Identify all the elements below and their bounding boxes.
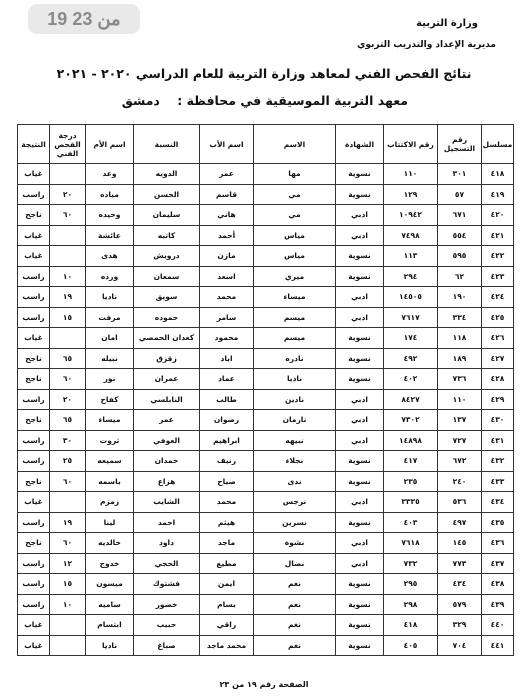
result-cell: راسب (18, 307, 50, 328)
mother-name-cell: نور (86, 369, 134, 390)
surname-cell: داود (134, 533, 200, 554)
column-header-technical-exam-grade: درجة الفحص الفني (50, 125, 86, 164)
registration-number-cell: ١٤٥ (438, 533, 482, 554)
serial-cell: ٤٣٧ (482, 553, 514, 574)
surname-cell: عمران (134, 369, 200, 390)
technical-exam-grade-cell: ١٠ (50, 266, 86, 287)
table-row (18, 451, 514, 472)
subscription-number-cell: ٧٣٢ (384, 553, 438, 574)
subscription-number-cell: ١٧٤ (384, 328, 438, 349)
registration-number-cell: ٥٧ (438, 184, 482, 205)
technical-exam-grade-cell (50, 246, 86, 267)
name-cell: نادره (254, 348, 336, 369)
result-cell: غياب (18, 328, 50, 349)
serial-cell: ٤٣٦ (482, 533, 514, 554)
name-cell: ندى (254, 471, 336, 492)
result-cell: غياب (18, 246, 50, 267)
result-cell: غياب (18, 164, 50, 185)
registration-number-cell: ٥٣٦ (438, 492, 482, 513)
table-row (18, 287, 514, 308)
certificate-cell: نسوية (336, 246, 384, 267)
father-name-cell: طالب (200, 389, 254, 410)
serial-cell: ٤٣٣ (482, 471, 514, 492)
name-cell: نبيهه (254, 430, 336, 451)
serial-cell: ٤٣١ (482, 430, 514, 451)
mother-name-cell: هدى (86, 246, 134, 267)
certificate-cell: نسوية (336, 594, 384, 615)
subscription-number-cell: ٤١٧ (384, 451, 438, 472)
mother-name-cell: باسمه (86, 471, 134, 492)
father-name-cell: محمد ماجد (200, 635, 254, 656)
table-row (18, 533, 514, 554)
name-cell: نجلاء (254, 451, 336, 472)
result-cell: ناجح (18, 369, 50, 390)
technical-exam-grade-cell: ١٢ (50, 553, 86, 574)
result-cell: راسب (18, 266, 50, 287)
father-name-cell: أحمد (200, 225, 254, 246)
result-cell: راسب (18, 574, 50, 595)
surname-cell: خضور (134, 594, 200, 615)
table-row (18, 492, 514, 513)
document-subtitle: معهد التربية الموسيقية في محافظة : دمشق (121, 93, 408, 108)
column-header-result: النتيجة (18, 125, 50, 164)
registration-number-cell: ٧٧٣ (438, 553, 482, 574)
serial-cell: ٤٢٧ (482, 348, 514, 369)
registration-number-cell: ١١٠ (438, 389, 482, 410)
subscription-number-cell: ٤١٨ (384, 615, 438, 636)
mother-name-cell: مياده (86, 184, 134, 205)
serial-cell: ٤٢٢ (482, 246, 514, 267)
result-cell: راسب (18, 184, 50, 205)
serial-cell: ٤٣٠ (482, 410, 514, 431)
father-name-cell: ايمن (200, 574, 254, 595)
registration-number-cell: ١٣٧ (438, 410, 482, 431)
father-name-cell: هاني (200, 205, 254, 226)
result-cell: غياب (18, 225, 50, 246)
name-cell: ميري (254, 266, 336, 287)
table-row (18, 553, 514, 574)
certificate-cell: نسوية (336, 369, 384, 390)
table-row (18, 512, 514, 533)
registration-number-cell: ٣٣٤ (438, 307, 482, 328)
serial-cell: ٤٤١ (482, 635, 514, 656)
name-cell: نغم (254, 615, 336, 636)
surname-cell: العوفي (134, 430, 200, 451)
table-row (18, 574, 514, 595)
father-name-cell: مطيع (200, 553, 254, 574)
mother-name-cell: مرفت (86, 307, 134, 328)
result-cell: راسب (18, 594, 50, 615)
certificate-cell: ادبي (336, 533, 384, 554)
father-name-cell: محمد (200, 492, 254, 513)
technical-exam-grade-cell: ٦٠ (50, 533, 86, 554)
technical-exam-grade-cell: ٦٠ (50, 369, 86, 390)
results-table (17, 124, 514, 656)
table-row (18, 635, 514, 656)
surname-cell: درويش (134, 246, 200, 267)
certificate-cell: ادبي (336, 410, 384, 431)
mother-name-cell: كفاح (86, 389, 134, 410)
father-name-cell: محمود (200, 328, 254, 349)
mother-name-cell: ابتسام (86, 615, 134, 636)
father-name-cell: سامر (200, 307, 254, 328)
surname-cell: حبيب (134, 615, 200, 636)
surname-cell: عمر (134, 410, 200, 431)
mother-name-cell: نبيله (86, 348, 134, 369)
father-name-cell: قاسم (200, 184, 254, 205)
certificate-cell: نسوية (336, 615, 384, 636)
serial-cell: ٤٣٩ (482, 594, 514, 615)
technical-exam-grade-cell: ١٩ (50, 512, 86, 533)
subscription-number-cell: ١٤٨٩٨ (384, 430, 438, 451)
name-cell: ناديا (254, 369, 336, 390)
result-cell: غياب (18, 615, 50, 636)
surname-cell: احمد (134, 512, 200, 533)
surname-cell: الحجي (134, 553, 200, 574)
subscription-number-cell: ٨٤٢٧ (384, 389, 438, 410)
result-cell: غياب (18, 492, 50, 513)
page-footer: الصفحة رقم ١٩ من ٢٣ (219, 680, 309, 689)
column-header-registration-number: رقم التسجيل (438, 125, 482, 164)
table-row (18, 164, 514, 185)
father-name-cell: اسعد (200, 266, 254, 287)
certificate-cell: نسوية (336, 184, 384, 205)
table-row (18, 205, 514, 226)
table-row (18, 266, 514, 287)
page-counter-badge: 19 من 23 (28, 4, 140, 34)
certificate-cell: ادبي (336, 205, 384, 226)
table-row (18, 471, 514, 492)
result-cell: راسب (18, 512, 50, 533)
father-name-cell: مازن (200, 246, 254, 267)
registration-number-cell: ١٩٠ (438, 287, 482, 308)
registration-number-cell: ٥٥٤ (438, 225, 482, 246)
serial-cell: ٤٢٤ (482, 287, 514, 308)
column-header-subscription-number: رقم الاكتتاب (384, 125, 438, 164)
subscription-number-cell: ٧٤٩٨ (384, 225, 438, 246)
column-header-serial: مسلسل (482, 125, 514, 164)
table-row (18, 225, 514, 246)
subscription-number-cell: ١٢٩ (384, 184, 438, 205)
technical-exam-grade-cell: ٦٥ (50, 410, 86, 431)
name-cell: نغم (254, 635, 336, 656)
ministry-name: وزارة التربية (416, 18, 478, 29)
table-row (18, 389, 514, 410)
surname-cell: زقزق (134, 348, 200, 369)
table-body (18, 164, 514, 656)
registration-number-cell: ٣٠١ (438, 164, 482, 185)
mother-name-cell: ناديا (86, 287, 134, 308)
column-header-name: الاسم (254, 125, 336, 164)
technical-exam-grade-cell: ١٥ (50, 574, 86, 595)
subscription-number-cell: ١٤٥٠٥ (384, 287, 438, 308)
result-cell: راسب (18, 430, 50, 451)
table-row (18, 328, 514, 349)
father-name-cell: صياح (200, 471, 254, 492)
technical-exam-grade-cell: ١٩ (50, 287, 86, 308)
name-cell: مياس (254, 225, 336, 246)
surname-cell: صباغ (134, 635, 200, 656)
serial-cell: ٤٣٤ (482, 492, 514, 513)
subscription-number-cell: ١٠٩٤٢ (384, 205, 438, 226)
name-cell: مياس (254, 246, 336, 267)
certificate-cell: نسوية (336, 512, 384, 533)
father-name-cell: بسام (200, 594, 254, 615)
serial-cell: ٤٢٥ (482, 307, 514, 328)
result-cell: ناجح (18, 533, 50, 554)
name-cell: ميساء (254, 287, 336, 308)
father-name-cell: عماد (200, 369, 254, 390)
mother-name-cell: لينا (86, 512, 134, 533)
surname-cell: كاتبه (134, 225, 200, 246)
result-cell: غياب (18, 635, 50, 656)
result-cell: ناجح (18, 471, 50, 492)
technical-exam-grade-cell (50, 615, 86, 636)
table-row (18, 307, 514, 328)
subscription-number-cell: ٧٦١٨ (384, 533, 438, 554)
technical-exam-grade-cell: ٢٠ (50, 184, 86, 205)
mother-name-cell: سميعه (86, 451, 134, 472)
technical-exam-grade-cell (50, 492, 86, 513)
mother-name-cell: وحيده (86, 205, 134, 226)
table-header-row (18, 125, 514, 164)
technical-exam-grade-cell (50, 635, 86, 656)
subscription-number-cell: ٤٠٣ (384, 512, 438, 533)
technical-exam-grade-cell: ٦٠ (50, 471, 86, 492)
name-cell: مي (254, 184, 336, 205)
mother-name-cell: عائشة (86, 225, 134, 246)
surname-cell: الشايب (134, 492, 200, 513)
technical-exam-grade-cell: ٦٥ (50, 348, 86, 369)
mother-name-cell: امان (86, 328, 134, 349)
surname-cell: الدويه (134, 164, 200, 185)
surname-cell: سمعان (134, 266, 200, 287)
name-cell: ميسم (254, 307, 336, 328)
registration-number-cell: ٥٩٥ (438, 246, 482, 267)
registration-number-cell: ٦٢ (438, 266, 482, 287)
result-cell: راسب (18, 451, 50, 472)
serial-cell: ٤٣٢ (482, 451, 514, 472)
column-header-father-name: اسم الأب (200, 125, 254, 164)
name-cell: ميسم (254, 328, 336, 349)
table-row (18, 615, 514, 636)
result-cell: راسب (18, 287, 50, 308)
registration-number-cell: ٤٣٤ (438, 574, 482, 595)
serial-cell: ٤٢٩ (482, 389, 514, 410)
father-name-cell: راقي (200, 615, 254, 636)
surname-cell: حموده (134, 307, 200, 328)
mother-name-cell: ساميه (86, 594, 134, 615)
serial-cell: ٤١٩ (482, 184, 514, 205)
certificate-cell: نسوية (336, 348, 384, 369)
subscription-number-cell: ٢٩٤ (384, 266, 438, 287)
technical-exam-grade-cell: ٣٠ (50, 430, 86, 451)
certificate-cell: ادبي (336, 492, 384, 513)
name-cell: مها (254, 164, 336, 185)
table-row (18, 184, 514, 205)
serial-cell: ٤٢٦ (482, 328, 514, 349)
father-name-cell: اياد (200, 348, 254, 369)
father-name-cell: رضوان (200, 410, 254, 431)
certificate-cell: ادبي (336, 225, 384, 246)
registration-number-cell: ٤٩٧ (438, 512, 482, 533)
registration-number-cell: ٧٢٧ (438, 430, 482, 451)
table-row (18, 369, 514, 390)
subscription-number-cell: ٢٩٨ (384, 594, 438, 615)
mother-name-cell: ورده (86, 266, 134, 287)
mother-name-cell: خالديه (86, 533, 134, 554)
certificate-cell: نسوية (336, 451, 384, 472)
column-header-mother-name: اسم الأم (86, 125, 134, 164)
name-cell: نشوة (254, 533, 336, 554)
table-row (18, 246, 514, 267)
certificate-cell: ادبي (336, 307, 384, 328)
table-row (18, 430, 514, 451)
name-cell: نارمان (254, 410, 336, 431)
mother-name-cell: ناديا (86, 635, 134, 656)
technical-exam-grade-cell: ٢٠ (50, 389, 86, 410)
certificate-cell: نسوية (336, 164, 384, 185)
result-cell: راسب (18, 553, 50, 574)
column-header-surname: النسبة (134, 125, 200, 164)
certificate-cell: نسوية (336, 471, 384, 492)
serial-cell: ٤٣٥ (482, 512, 514, 533)
serial-cell: ٤٢٣ (482, 266, 514, 287)
father-name-cell: ابراهيم (200, 430, 254, 451)
subscription-number-cell: ٢٩٥ (384, 574, 438, 595)
subscription-number-cell: ١١٠ (384, 164, 438, 185)
serial-cell: ٤٢٨ (482, 369, 514, 390)
mother-name-cell: وعد (86, 164, 134, 185)
result-cell: راسب (18, 389, 50, 410)
name-cell: مي (254, 205, 336, 226)
surname-cell: سويق (134, 287, 200, 308)
certificate-cell: نسوية (336, 328, 384, 349)
registration-number-cell: ٣٢٩ (438, 615, 482, 636)
name-cell: نادين (254, 389, 336, 410)
name-cell: نغم (254, 574, 336, 595)
serial-cell: ٤٤٠ (482, 615, 514, 636)
subscription-number-cell: ٣٣٣٥ (384, 492, 438, 513)
mother-name-cell: ميسون (86, 574, 134, 595)
surname-cell: هزاع (134, 471, 200, 492)
technical-exam-grade-cell: ٦٠ (50, 205, 86, 226)
father-name-cell: رنيف (200, 451, 254, 472)
table-row (18, 594, 514, 615)
table-row (18, 410, 514, 431)
subscription-number-cell: ١١٣ (384, 246, 438, 267)
registration-number-cell: ٥٧٩ (438, 594, 482, 615)
serial-cell: ٤٢٠ (482, 205, 514, 226)
subscription-number-cell: ٤٠٢ (384, 369, 438, 390)
name-cell: نغم (254, 594, 336, 615)
certificate-cell: ادبي (336, 389, 384, 410)
father-name-cell: محمد (200, 287, 254, 308)
registration-number-cell: ٧٣٦ (438, 369, 482, 390)
technical-exam-grade-cell: ١٥ (50, 307, 86, 328)
serial-cell: ٤١٨ (482, 164, 514, 185)
name-cell: نسرين (254, 512, 336, 533)
father-name-cell: هيثم (200, 512, 254, 533)
registration-number-cell: ٦٧٢ (438, 451, 482, 472)
surname-cell: حمدان (134, 451, 200, 472)
registration-number-cell: ٢٤٠ (438, 471, 482, 492)
surname-cell: كعدان الحمصي (134, 328, 200, 349)
column-header-certificate: الشهادة (336, 125, 384, 164)
certificate-cell: ادبي (336, 553, 384, 574)
directorate-name: مديرية الإعداد والتدريب التربوي (357, 40, 496, 50)
subscription-number-cell: ٧٣٠٢ (384, 410, 438, 431)
registration-number-cell: ١٨٩ (438, 348, 482, 369)
surname-cell: الحسن (134, 184, 200, 205)
subscription-number-cell: ٢٣٥ (384, 471, 438, 492)
certificate-cell: ادبي (336, 287, 384, 308)
result-cell: ناجح (18, 348, 50, 369)
technical-exam-grade-cell (50, 328, 86, 349)
certificate-cell: نسوية (336, 266, 384, 287)
result-cell: ناجح (18, 205, 50, 226)
serial-cell: ٤٢١ (482, 225, 514, 246)
father-name-cell: ماجد (200, 533, 254, 554)
certificate-cell: نسوية (336, 574, 384, 595)
name-cell: نرجس (254, 492, 336, 513)
technical-exam-grade-cell (50, 164, 86, 185)
surname-cell: فشتوك (134, 574, 200, 595)
mother-name-cell: خدوج (86, 553, 134, 574)
mother-name-cell: ميساء (86, 410, 134, 431)
registration-number-cell: ١١٨ (438, 328, 482, 349)
technical-exam-grade-cell: ١٠ (50, 594, 86, 615)
mother-name-cell: ثروت (86, 430, 134, 451)
document-title: نتائج الفحص الفني لمعاهد وزارة التربية للعام الدراسي ٢٠٢٠ - ٢٠٢١ (56, 66, 472, 81)
table-row (18, 348, 514, 369)
name-cell: نضال (254, 553, 336, 574)
subscription-number-cell: ٤٠٥ (384, 635, 438, 656)
serial-cell: ٤٣٨ (482, 574, 514, 595)
mother-name-cell: زمزم (86, 492, 134, 513)
result-cell: ناجح (18, 410, 50, 431)
subscription-number-cell: ٧٦١٧ (384, 307, 438, 328)
father-name-cell: عمر (200, 164, 254, 185)
registration-number-cell: ٦٧١ (438, 205, 482, 226)
subscription-number-cell: ٤٩٢ (384, 348, 438, 369)
certificate-cell: نسوية (336, 635, 384, 656)
surname-cell: النابلسي (134, 389, 200, 410)
certificate-cell: ادبي (336, 430, 384, 451)
surname-cell: سليمان (134, 205, 200, 226)
technical-exam-grade-cell (50, 225, 86, 246)
registration-number-cell: ٧٠٤ (438, 635, 482, 656)
technical-exam-grade-cell: ٢٥ (50, 451, 86, 472)
